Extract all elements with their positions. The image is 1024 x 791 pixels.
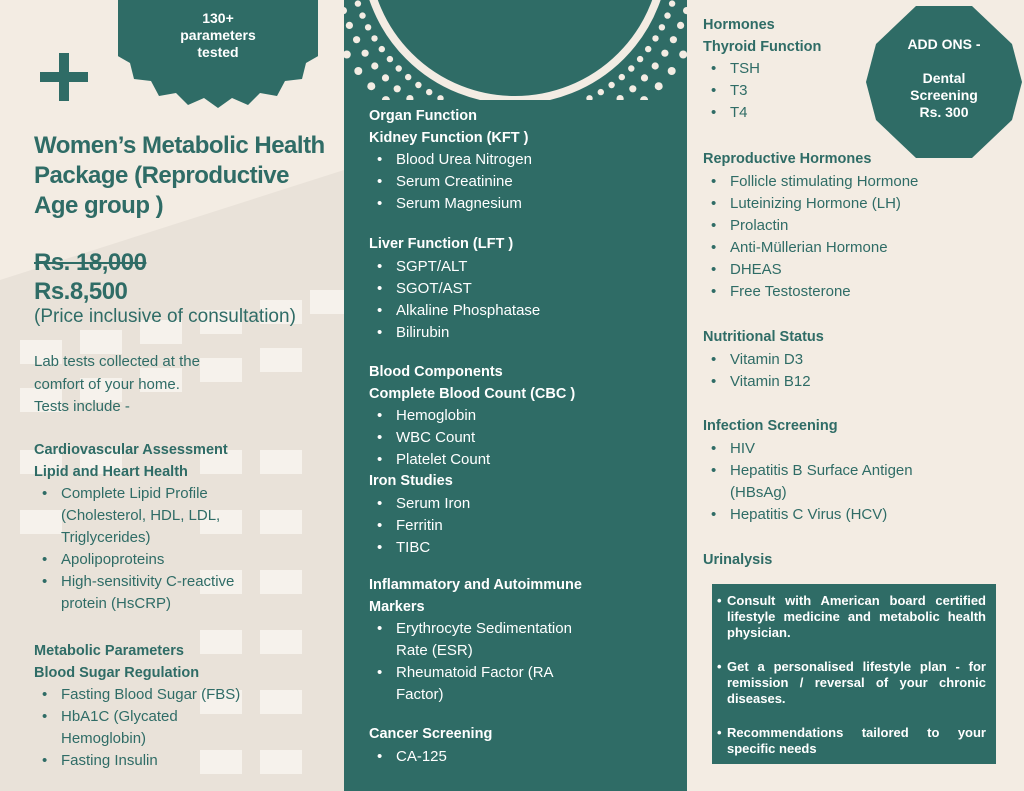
decorative-dot	[382, 74, 389, 81]
decorative-dot	[426, 89, 432, 95]
decorative-dot	[641, 74, 648, 81]
decorative-dot	[396, 65, 402, 71]
list-item: • HbA1C (Glycated Hemoglobin)	[34, 706, 204, 750]
decorative-dot	[659, 24, 665, 30]
decorative-dot	[628, 65, 634, 71]
decorative-arc-graphic	[344, 0, 687, 100]
decorative-dot	[406, 95, 413, 100]
parameters-badge	[118, 10, 318, 61]
decorative-dot	[655, 82, 663, 90]
list-item: • Serum Iron	[369, 493, 669, 515]
list-item: • Hemoglobin	[369, 405, 669, 427]
section-liver-function	[369, 234, 669, 344]
list-item: • TSH	[703, 58, 1003, 80]
addon-line: Dental	[922, 70, 966, 86]
decorative-dot	[365, 24, 371, 30]
decorative-dot	[661, 50, 668, 57]
section-subheading: Blood Sugar Regulation	[34, 664, 200, 681]
badge-line: tested	[197, 44, 239, 60]
decorative-dot	[669, 0, 675, 6]
section-reproductive-hormones	[703, 149, 1003, 303]
decorative-dot	[346, 22, 353, 29]
decorative-dot	[668, 67, 676, 75]
decorative-dot	[598, 89, 604, 95]
badge-line: 130+	[202, 10, 234, 26]
decorative-dot	[679, 51, 687, 59]
section-nutritional-status	[703, 327, 1003, 393]
decorative-dot	[664, 12, 670, 18]
decorative-dot	[677, 22, 684, 29]
section-heading: Iron Studies	[369, 473, 453, 489]
section-hormones	[703, 15, 1003, 124]
benefit-box: • Consult with American board certified lifestyle medicine and metabolic health physician.	[712, 584, 996, 650]
section-heading: Metabolic Parameters	[34, 643, 184, 659]
list-item: • Luteinizing Hormone (LH)	[703, 193, 1003, 215]
list-item: • Anti-Müllerian Hormone	[703, 237, 1003, 259]
section-urinalysis	[703, 550, 1003, 572]
discounted-price: Rs.8,500	[34, 278, 128, 305]
addon-line: ADD ONS -	[907, 36, 981, 52]
section-subheading: Lipid and Heart Health	[34, 463, 188, 480]
package-title: Women’s Metabolic Health Package (Reproductive Age group )	[34, 132, 325, 219]
section-heading: Infection Screening	[703, 418, 838, 434]
section-heading: Urinalysis	[703, 552, 773, 568]
decorative-dot	[394, 85, 401, 92]
list-item: • DHEAS	[703, 259, 1003, 281]
decorative-dot	[355, 0, 361, 6]
decorative-dot	[629, 85, 636, 92]
plus-icon	[40, 53, 88, 101]
section-heading: Nutritional Status	[703, 329, 824, 345]
decorative-dot	[367, 82, 375, 90]
decorative-dot	[652, 35, 658, 41]
list-item: • Erythrocyte Sedimentation Rate (ESR)	[369, 618, 599, 662]
list-item: • Prolactin	[703, 215, 1003, 237]
badge-line: parameters	[180, 27, 256, 43]
section-cancer-screening	[369, 724, 669, 768]
list-item: • Hepatitis B Surface Antigen (HBsAg)	[703, 460, 943, 504]
decorative-dot	[652, 62, 659, 69]
original-price: Rs. 18,000	[34, 249, 147, 276]
list-item: • Blood Urea Nitrogen	[369, 149, 669, 171]
decorative-dot	[405, 74, 411, 80]
addon-line: Screening	[910, 87, 978, 103]
list-item: • Free Testosterone	[703, 281, 1003, 303]
section-heading: Organ Function	[369, 108, 477, 124]
price-note: (Price inclusive of consultation)	[34, 306, 296, 327]
section-heading: Cardiovascular Assessment	[34, 442, 228, 458]
decorative-dot	[362, 50, 369, 57]
section-subheading: Thyroid Function	[703, 38, 822, 55]
decorative-dot	[645, 46, 651, 52]
list-item: • Serum Magnesium	[369, 193, 669, 215]
decorative-dot	[619, 74, 625, 80]
decorative-dot	[415, 82, 421, 88]
list-item: • Apolipoproteins	[34, 549, 334, 571]
decorative-dot	[379, 46, 385, 52]
list-item: • T3	[703, 80, 1003, 102]
decorative-dot	[353, 36, 360, 43]
list-item: • Alkaline Phosphatase	[369, 300, 669, 322]
list-item: • Fasting Blood Sugar (FBS)	[34, 684, 334, 706]
decorative-dot	[371, 62, 378, 69]
list-item: • Hepatitis C Virus (HCV)	[703, 504, 1003, 526]
decorative-dot	[670, 36, 677, 43]
decorative-dot	[437, 95, 443, 100]
decorative-dot	[617, 95, 624, 100]
section-heading: Blood Components	[369, 364, 503, 380]
list-item: • Complete Lipid Profile (Cholesterol, HDL, LDL, Triglycerides)	[34, 483, 239, 549]
list-item: • Ferritin	[369, 515, 669, 537]
section-inflammatory	[369, 575, 609, 706]
benefit-box: • Get a personalised lifestyle plan - for remission / reversal of your chronic diseases.	[712, 650, 996, 716]
list-item: • Follicle stimulating Hormone	[703, 171, 1003, 193]
list-item: • High-sensitivity C-reactive protein (HsCRP)	[34, 571, 274, 615]
list-item: • HIV	[703, 438, 1003, 460]
section-blood-components	[369, 362, 669, 559]
decorative-dot	[382, 96, 390, 100]
section-metabolic	[34, 641, 334, 772]
addon-line: Rs. 300	[919, 104, 969, 120]
decorative-dot	[586, 95, 592, 100]
list-item: • Rheumatoid Factor (RA Factor)	[369, 662, 579, 706]
section-subheading: Complete Blood Count (CBC )	[369, 385, 576, 402]
decorative-dot	[608, 82, 614, 88]
decorative-dot	[640, 96, 648, 100]
section-subheading: Kidney Function (KFT )	[369, 129, 529, 146]
decorative-dot	[359, 12, 365, 18]
decorative-dot	[637, 56, 643, 62]
intro-line: Lab tests collected at the	[34, 353, 200, 370]
list-item: • Vitamin B12	[703, 371, 1003, 393]
list-item: • TIBC	[369, 537, 669, 559]
decorative-dot	[387, 56, 393, 62]
section-infection-screening	[703, 416, 1003, 526]
intro-line: Tests include -	[34, 398, 130, 415]
list-item: • Platelet Count	[369, 449, 669, 471]
intro-line: comfort of your home.	[34, 375, 180, 393]
list-item: • Vitamin D3	[703, 349, 1003, 371]
list-item: • SGPT/ALT	[369, 256, 669, 278]
list-item: • Fasting Insulin	[34, 750, 334, 772]
decorative-dot	[354, 67, 362, 75]
section-cardiovascular	[34, 440, 334, 615]
section-heading: Inflammatory and Autoimmune Markers	[369, 577, 582, 615]
list-item: • Bilirubin	[369, 322, 669, 344]
intro-text	[34, 351, 334, 419]
benefit-box: • Recommendations tailored to your specific needs	[712, 716, 996, 764]
list-item: • CA-125	[369, 746, 669, 768]
decorative-dot	[344, 7, 347, 14]
list-item: • WBC Count	[369, 427, 669, 449]
section-heading: Hormones	[703, 17, 775, 33]
decorative-dot	[344, 51, 351, 59]
decorative-dot	[371, 35, 377, 41]
section-heading: Reproductive Hormones	[703, 151, 872, 167]
list-item: • Serum Creatinine	[369, 171, 669, 193]
section-organ-function	[369, 106, 669, 215]
section-heading: Liver Function (LFT )	[369, 236, 514, 252]
list-item: • T4	[703, 102, 1003, 124]
list-item: • SGOT/AST	[369, 278, 669, 300]
section-heading: Cancer Screening	[369, 726, 493, 742]
